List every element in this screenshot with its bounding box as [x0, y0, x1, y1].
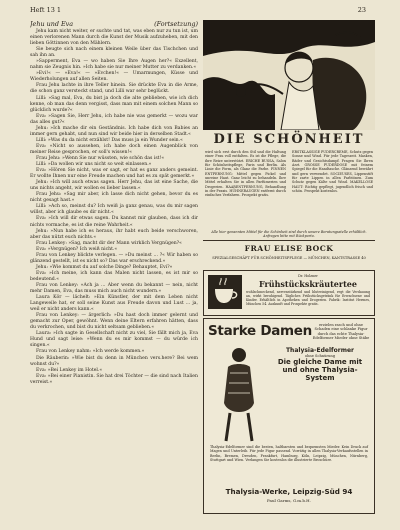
- story-paragraph: Die Räuberin: »Wie bist du denn in München vers.here? Bei wem wohnst du?«: [30, 355, 198, 367]
- corset-product-claim: Die gleiche Dame mit und ohne Thalysia-System: [277, 358, 363, 382]
- story-title-row: [30, 20, 198, 28]
- story-paragraph: Jehu: »Ich will auch etwas sagen. Herr Jehu, das ist eine Sache, die uns nichts angeht, wir wollen es lieber lassen.«: [30, 180, 198, 192]
- corset-side-text: erzielen rasch und ohne Schaden eine schlanke Figur durch das echte Thalysia-Edelformer Mieder ohne Stäbe: [312, 323, 370, 341]
- beauty-text-col1: wird sich erst durch den Stil und die Haltung einer Frau voll entfalten. Es ist die Pflege, die ihre Reize unterstützt. ERICHE BUSSA, Salon für Schönheitspflege, Paris und Berlin. Als Linie die Form, als Glanz die Farbe. FINNEN ENTFERNUNG: Mittel gegen Pickel und unreine Haut. Ganz leicht zu behandeln. Ihre Mittel erhalten Sie in allen Parfümerien und Drogerien. HAARENTFERNUNG, Behandlung in der Praxis. HÜHNERAUGEN entfernt durch einfaches Verfahren. Prospekt gratis.: [205, 150, 286, 198]
- story-paragraph: Frau Lenkey: »Sag, macht dir der Mann wirklich Vergnügen?«: [36, 240, 182, 246]
- teacup-icon: [208, 275, 242, 309]
- beauty-text: [205, 150, 373, 228]
- story-paragraph: Sie beugte sich nach einem kleinen Weile über das Tischchen und sah ihn an.: [30, 47, 198, 59]
- story-paragraph: Eva: »Nicht so aussehen, ich habe doch einen Augenblick von meiner Reise gesprochen, er soll's wissen!«: [30, 143, 198, 155]
- beauty-text-col2: ERSTKLASSIGE PUDERCREME, Schutz gegen Sonne und Wind. Für jede Tageszeit. Masken, Bäder und Gesichtsdampf. Fragen Sie Ihren Arzt. GROSSE PUDERDOSE mit feinem Spiegel für die Handtasche. Glänzend bewährt und gern verwendet. SOCIEUSES, Lippenstift für zarte Lippen in allen Farbtönen. Zum Schutz gegen Kälte und Wind. MAKELLOSE HAUT: Richtig gepflegt, jugendlich frisch und schön. Prospekt kostenlos.: [292, 150, 373, 194]
- story-continuation: (Fortsetzung): [154, 20, 198, 28]
- story-paragraph: Eva: »Ich will dir etwas sagen. Du kannst mir glauben, dass ich dir nichts vormache, es ist die reine Wahrheit.«: [30, 216, 198, 228]
- woman-illustration-icon: [203, 20, 375, 130]
- story-paragraph: Frau Jehu: »Sag mir aber, ich lasse dich nicht gehen, bevor du es nicht gesagt hast.«: [30, 192, 198, 204]
- story-paragraph: Eva: »Bei Lenkey im Hotel.«: [36, 367, 103, 373]
- story-paragraph: Frau von Lenkey nahm: »Ich werde kommen.«: [36, 349, 145, 355]
- story-paragraph: Lilli: »Ach so, meinst du? Ich weiß ja ganz genau, was du mir sagen willst, aber ich glaube es dir nicht.«: [30, 204, 198, 216]
- corset-text: Thalysia-Edelformer sind die besten, haltbarsten und bequemsten Mieder. Kein Druck auf Magen und Unterleib. Für jede Figur passend. Vorrätig in allen Thalysia-Verkaufsstellen in Berlin, Bremen, Dresden, Frankfurt, Hamburg, Köln, Leipzig, München, Nürnberg, Stuttgart und Wien. Verlangen Sie kostenlos die illustrierte Broschüre.: [210, 445, 368, 462]
- beauty-note: Alle hier genannten Mittel für die Schönheit sind durch unsere Beratungsstelle erhältlich. Anfragen bitte mit Rückporto.: [211, 230, 367, 239]
- story-paragraph: Lilli: »Sag mal, Eva, du bist ja doch die alte geblieben, wie ich dich kenne, ob man das denn vergisst, dass man mit einem solchen Mann so glücklich wurde?«: [30, 95, 198, 113]
- story-paragraph: Laura Kör — lächelt: »Ein Künstler, der mit dem Leben nicht Langeweile hat, er soll seine Kunst aus Freude davon und Lust ... ja, weil er nicht anders kann.«: [30, 295, 198, 313]
- story-paragraph: Eva: »Ich meine, ich kann das Malen nicht lassen, es ist mir so bedeutend.«: [30, 270, 198, 282]
- story-column: [30, 20, 198, 516]
- story-body: [30, 29, 198, 386]
- page-header: [0, 6, 400, 18]
- tea-advert: [203, 270, 375, 316]
- story-paragraph: Eva: »Vergnügen? Ich weiß nicht.«: [36, 246, 118, 252]
- tea-title: Frühstückskräutertee: [259, 279, 357, 289]
- beauty-heading: DIE SCHÖNHEIT: [213, 132, 365, 147]
- story-title: Jehu und Eva: [30, 20, 74, 28]
- page-number: 23: [357, 6, 366, 14]
- corset-figure-icon: [210, 343, 268, 443]
- corset-product-sub: ohne Schnürung: [304, 354, 336, 358]
- story-paragraph: Frau von Lenkey: — ärgerlich: »Du hast doch immer gelernt und gemacht zur Oper, gewöhnt. Wenn deine Eltern erfahren hätten, dass du verkrochen, und bist du nicht seltsam geblieben.«: [30, 313, 198, 331]
- beauty-advert: [203, 20, 375, 268]
- story-paragraph: Lilli: »Da wollen wir uns nicht so weit einlassen.«: [36, 162, 152, 168]
- story-paragraph: Laura: »Ich sagte in Gesellschaft nicht zu viel, Sie fällt mich ja, Eva Hund und sagt leise: »Wenn du es mir kommst — du würde ich singen.«: [30, 331, 198, 349]
- story-paragraph: Frau Jehu lachte in ihre Teller hinein. Sie drückte Eva in die Arme, die schon ganz versteckt stand, und Lilli war sehr beglückt.: [30, 83, 198, 95]
- corset-product: [270, 347, 370, 382]
- story-paragraph: Jehu kam nicht weiter, er suchte und tat, was eben nur zu tun ist, um einen verlorenen Mann durch die Kunst der Musik aufzuheben, mit den lieben Göttinnen von den Mählern.: [30, 29, 198, 47]
- story-paragraph: Eva: »Bei einer Pianistin. Sie hat drei Töchter — die sind nach Italien verreist.«: [30, 373, 198, 385]
- story-paragraph: Lilli: »Was du da nicht erzählst! Das muss ja ein Wunder sein.«: [36, 137, 183, 143]
- ads-column: [203, 20, 375, 516]
- corset-headline: Starke Damen: [208, 323, 312, 339]
- issue-label: Heft 13 1: [30, 6, 62, 14]
- story-paragraph: Jehu: »Ich mache dir ein Geständnis. Ich habe dich von Babies an immer gern gehabt, und nun sind wir beide hier in derselben Stadt.«: [30, 125, 198, 137]
- story-paragraph: Frau von Lenkey blickte verlegen. — »Du meinst ... ?« Wir haben so glänzend gestellt, ist es nicht so? Das war erschreckend.«: [30, 252, 198, 264]
- corset-advert: [203, 318, 375, 514]
- story-paragraph: Jehu: »Nun habe ich es heraus, ihr habt euch beide verschworen, aber das nützt euch nichts.«: [30, 228, 198, 240]
- beauty-contact-address: SPEZIALGESCHÄFT FÜR SCHÖNHEITSPFLEGE — MÜNCHEN, KANTSTRASSE 40: [212, 256, 366, 260]
- tea-text: wohlschmeckend, nervenstärkend und blutreinigend, regt die Verdauung an, wirkt beruhigend. Tägliches Frühstücksgetränk für Erwachsene und Kinder. Erhältlich in Apotheken und Drogerien. Fabrik: Institut Hermes, München 54. Auskunft und Prospekte gratis.: [246, 290, 370, 307]
- corset-company: Paul Garms, G.m.b.H.: [267, 498, 311, 503]
- story-paragraph: »Sapperment, Eva — wo haben Sie Ihre Augen her?« Exzellent, nahm sie Zeugnis hin. »Ich habe sie nur meiner Mutter zu verdanken.«: [30, 59, 198, 71]
- beauty-contact-name: FRAU ELISE BOCK: [244, 244, 334, 253]
- story-paragraph: Eva: »Hören Sie nicht, was er sagt, er hat es ganz anders gemeint. Er wollte Ihnen nur eine Freude machen und hat es zu spät gemerkt.«: [30, 168, 198, 180]
- story-paragraph: Frau Jehu: »Wenn Sie nur wüssten, wie schön das ist!«: [36, 155, 165, 161]
- divider: [203, 240, 375, 241]
- story-paragraph: »Evi!« — »Eva!« — »Evchen!« — Umarmungen, Küsse und Wiederholungen auf allen Seiten.: [30, 71, 198, 83]
- corset-address: Thalysia-Werke, Leipzig-Süd 94: [225, 487, 353, 496]
- corset-product-name: Thalysia-Edelformer: [285, 347, 355, 354]
- story-paragraph: Eva: »Sagen Sie, Herr Jehu, ich habe nie was gemerkt — wozu war das alles gut?«: [30, 113, 198, 125]
- story-paragraph: Frau von Lenkey: »Ach ja ... Aber wenn du bekannt — nein, nicht mehr Damen, Eva, das muss mich auch nicht wundern.«: [30, 282, 198, 295]
- story-paragraph: Jehu: »Wie kommst du auf solche Dinge? Behauptet, Evi?«: [36, 264, 173, 270]
- tea-brand: Dr. Holzner: [298, 274, 318, 278]
